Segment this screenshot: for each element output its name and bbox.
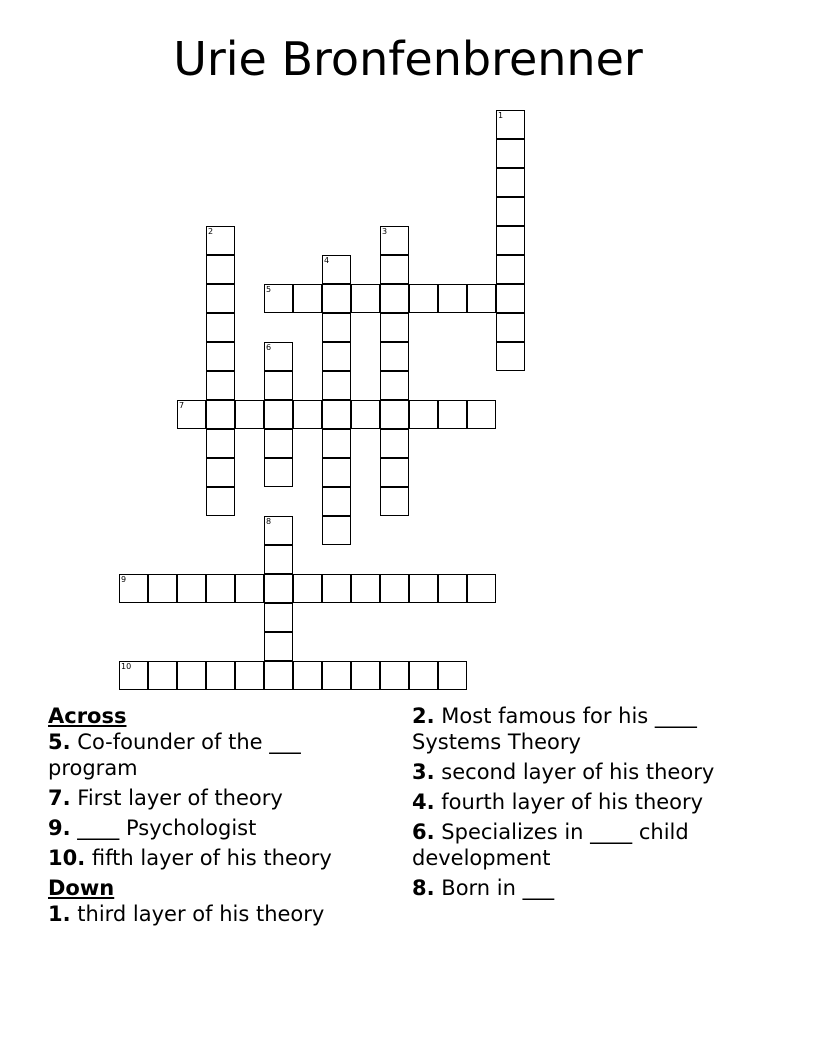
grid-cell[interactable] — [148, 574, 177, 603]
grid-cell[interactable] — [467, 284, 496, 313]
grid-cell[interactable] — [293, 284, 322, 313]
clue-number-label: 9 — [121, 575, 127, 584]
grid-cell[interactable] — [264, 371, 293, 400]
grid-cell[interactable] — [351, 574, 380, 603]
grid-cell[interactable] — [264, 574, 293, 603]
clue-item — [412, 759, 772, 785]
grid-cell[interactable] — [264, 545, 293, 574]
clue-number-label: 5 — [266, 285, 272, 294]
clue-number: 2. — [412, 704, 435, 728]
clue-number: 10. — [48, 846, 86, 870]
clue-number-label: 3 — [382, 227, 388, 236]
grid-cell[interactable] — [148, 661, 177, 690]
down-clue-list-start — [48, 901, 393, 927]
down-clue-list — [412, 703, 772, 901]
clue-text: Born in ___ — [441, 876, 555, 900]
grid-cell[interactable] — [438, 284, 467, 313]
grid-cell[interactable] — [177, 574, 206, 603]
grid-cell[interactable] — [206, 255, 235, 284]
clue-item — [412, 875, 772, 901]
clue-text: ____ Psychologist — [77, 816, 257, 840]
clue-number: 5. — [48, 730, 71, 754]
grid-cell[interactable] — [409, 400, 438, 429]
grid-cell[interactable] — [351, 400, 380, 429]
grid-cell[interactable] — [206, 574, 235, 603]
grid-cell[interactable] — [264, 284, 293, 313]
clue-text: Specializes in ____ child development — [412, 820, 689, 870]
grid-cell[interactable] — [380, 371, 409, 400]
grid-cell[interactable] — [235, 574, 264, 603]
grid-cell[interactable] — [293, 574, 322, 603]
grid-cell[interactable] — [206, 284, 235, 313]
grid-cell[interactable] — [322, 429, 351, 458]
grid-cell[interactable] — [206, 429, 235, 458]
clue-number-label: 10 — [121, 662, 132, 671]
grid-cell[interactable] — [496, 313, 525, 342]
grid-cell[interactable] — [467, 574, 496, 603]
clue-text: First layer of theory — [77, 786, 283, 810]
clue-number-label: 8 — [266, 517, 272, 526]
grid-cell[interactable] — [322, 661, 351, 690]
grid-cell[interactable] — [380, 255, 409, 284]
grid-cell[interactable] — [322, 284, 351, 313]
grid-cell[interactable] — [322, 516, 351, 545]
grid-cell[interactable] — [380, 400, 409, 429]
clue-item — [48, 785, 393, 811]
clue-item — [412, 703, 772, 755]
grid-cell[interactable] — [206, 342, 235, 371]
grid-cell[interactable] — [380, 487, 409, 516]
clue-number-label: 1 — [498, 111, 504, 120]
grid-cell[interactable] — [496, 342, 525, 371]
grid-cell[interactable] — [467, 400, 496, 429]
clue-number: 3. — [412, 760, 435, 784]
grid-cell[interactable] — [322, 255, 351, 284]
grid-cell[interactable] — [206, 458, 235, 487]
clue-number: 8. — [412, 876, 435, 900]
grid-cell[interactable] — [380, 342, 409, 371]
clue-number-label: 4 — [324, 256, 330, 265]
clues-right-column — [412, 703, 772, 905]
across-clue-list — [48, 729, 393, 871]
grid-cell[interactable] — [380, 284, 409, 313]
grid-cell[interactable] — [322, 487, 351, 516]
clue-number: 7. — [48, 786, 71, 810]
clue-number-label: 7 — [179, 401, 185, 410]
grid-cell[interactable] — [264, 400, 293, 429]
grid-cell[interactable] — [293, 400, 322, 429]
grid-cell[interactable] — [293, 661, 322, 690]
grid-cell[interactable] — [409, 284, 438, 313]
grid-cell[interactable] — [351, 284, 380, 313]
clue-item — [48, 815, 393, 841]
grid-cell[interactable] — [322, 400, 351, 429]
grid-cell[interactable] — [322, 458, 351, 487]
grid-cell[interactable] — [235, 400, 264, 429]
grid-cell[interactable] — [264, 516, 293, 545]
grid-cell[interactable] — [380, 661, 409, 690]
clue-number: 6. — [412, 820, 435, 844]
down-heading: Down — [48, 876, 115, 900]
grid-cell[interactable] — [206, 400, 235, 429]
grid-cell[interactable] — [409, 661, 438, 690]
grid-cell[interactable] — [496, 139, 525, 168]
grid-cell[interactable] — [264, 661, 293, 690]
clue-text: Co-founder of the ___ program — [48, 730, 301, 780]
grid-cell[interactable] — [322, 342, 351, 371]
grid-cell[interactable] — [409, 574, 438, 603]
clue-number: 4. — [412, 790, 435, 814]
clue-item — [48, 901, 393, 927]
grid-cell[interactable] — [206, 226, 235, 255]
grid-cell[interactable] — [206, 313, 235, 342]
grid-cell[interactable] — [322, 313, 351, 342]
clue-item — [412, 819, 772, 871]
clue-number-label: 6 — [266, 343, 272, 352]
grid-cell[interactable] — [264, 632, 293, 661]
clue-text: second layer of his theory — [441, 760, 715, 784]
clue-text: Most famous for his ____ Systems Theory — [412, 704, 697, 754]
grid-cell[interactable] — [264, 458, 293, 487]
grid-cell[interactable] — [119, 661, 148, 690]
grid-cell[interactable] — [438, 661, 467, 690]
clue-item — [48, 845, 393, 871]
grid-cell[interactable] — [496, 197, 525, 226]
grid-cell[interactable] — [264, 603, 293, 632]
clue-number-label: 2 — [208, 227, 214, 236]
clue-item — [48, 729, 393, 781]
grid-cell[interactable] — [206, 487, 235, 516]
grid-cell[interactable] — [380, 313, 409, 342]
grid-cell[interactable] — [496, 226, 525, 255]
grid-cell[interactable] — [496, 284, 525, 313]
clue-text: third layer of his theory — [77, 902, 325, 926]
clue-text: fifth layer of his theory — [91, 846, 332, 870]
clue-text: fourth layer of his theory — [441, 790, 704, 814]
grid-cell[interactable] — [351, 661, 380, 690]
grid-cell[interactable] — [177, 661, 206, 690]
across-heading: Across — [48, 704, 127, 728]
clues-left-column — [48, 703, 393, 931]
grid-cell[interactable] — [496, 168, 525, 197]
grid-cell[interactable] — [235, 661, 264, 690]
clue-number: 1. — [48, 902, 71, 926]
grid-cell[interactable] — [177, 400, 206, 429]
clue-number: 9. — [48, 816, 71, 840]
grid-cell[interactable] — [264, 429, 293, 458]
puzzle-title: Urie Bronfenbrenner — [173, 32, 643, 86]
grid-cell[interactable] — [119, 574, 148, 603]
grid-cell[interactable] — [206, 661, 235, 690]
grid-cell[interactable] — [322, 371, 351, 400]
grid-cell[interactable] — [380, 458, 409, 487]
grid-cell[interactable] — [496, 110, 525, 139]
grid-cell[interactable] — [380, 429, 409, 458]
grid-cell[interactable] — [438, 574, 467, 603]
grid-cell[interactable] — [438, 400, 467, 429]
grid-cell[interactable] — [380, 226, 409, 255]
grid-cell[interactable] — [380, 574, 409, 603]
grid-cell[interactable] — [496, 255, 525, 284]
clue-item — [412, 789, 772, 815]
grid-cell[interactable] — [264, 342, 293, 371]
grid-cell[interactable] — [206, 371, 235, 400]
grid-cell[interactable] — [322, 574, 351, 603]
